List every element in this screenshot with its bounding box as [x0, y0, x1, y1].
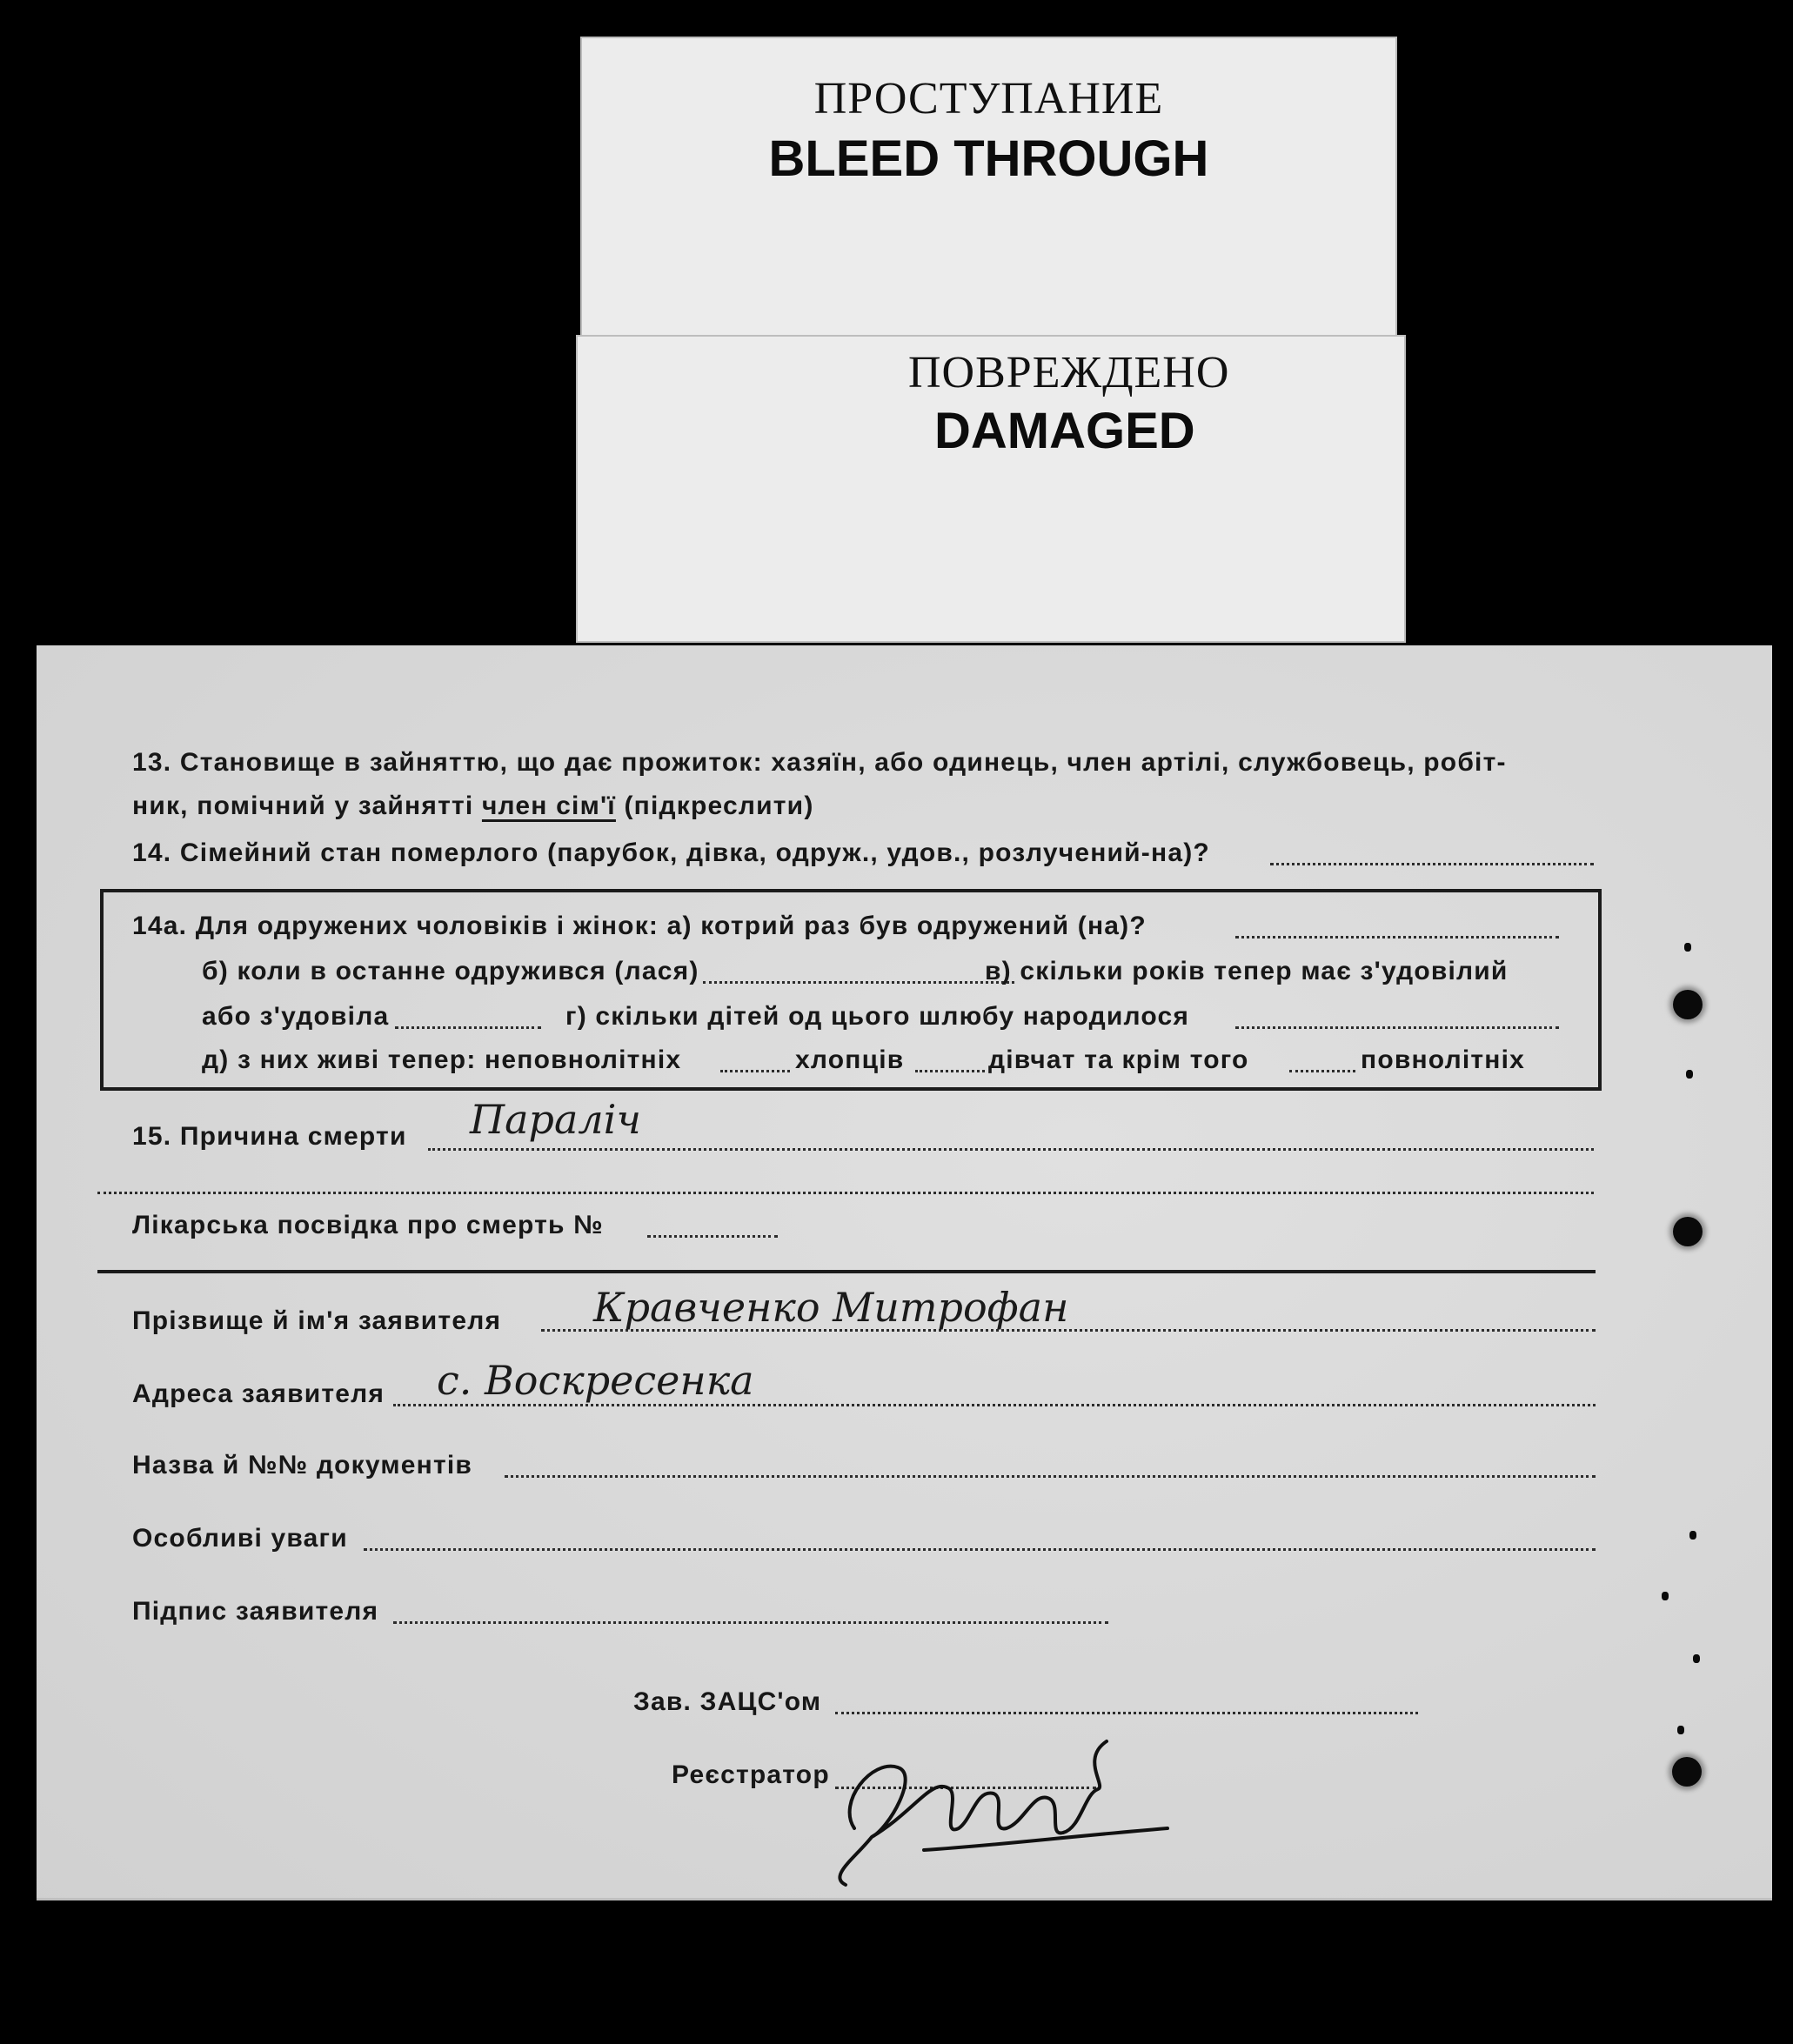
q14a-line2-b: в) скільки років тепер має з'удовілий	[985, 957, 1509, 985]
medical-certificate-blank	[647, 1235, 778, 1238]
documents-blank	[505, 1475, 1596, 1478]
q14a-blank-minors	[720, 1070, 790, 1072]
registrar-label: Реєстратор	[672, 1760, 830, 1789]
q14a-blank-a	[1235, 936, 1559, 939]
q14a-line4-b: хлопців	[795, 1045, 905, 1074]
q14-marital-status: 14. Сімейний стан померлого (парубок, дівка, одруж., удов., розлучений-на)?	[132, 838, 1210, 867]
special-notes-blank	[364, 1548, 1596, 1551]
special-notes-label: Особливі уваги	[132, 1524, 348, 1553]
speck	[1689, 1531, 1696, 1540]
death-record-form	[37, 645, 1772, 1900]
q14a-line3-b: г) скільки дітей од цього шлюбу народилося	[565, 1002, 1190, 1031]
punch-hole	[1673, 990, 1703, 1019]
applicant-signature-blank	[393, 1621, 1108, 1624]
applicant-name-label: Прізвище й ім'я заявителя	[132, 1306, 502, 1335]
bleed-through-ru: ПРОСТУПАНИЕ	[813, 74, 1164, 124]
documents-label: Назва й №№ документів	[132, 1451, 473, 1480]
bleed-through-card	[580, 37, 1397, 340]
q13-line1: 13. Становище в зайняттю, що дає прожиток: хазяїн, або одинець, член артілі, службовець, робіт-	[132, 748, 1507, 777]
speck	[1684, 943, 1691, 952]
q13-underlined-choice: член сім'ї	[481, 792, 616, 820]
damaged-card	[576, 335, 1406, 643]
q14a-line2-a: б) коли в останне одружився (лася)	[202, 957, 699, 985]
q13-line2: ник, помічний у зайнятті член сім'ї (підкреслити)	[132, 792, 814, 820]
speck	[1662, 1592, 1669, 1600]
section-divider	[97, 1270, 1596, 1273]
punch-hole	[1673, 1217, 1703, 1246]
speck	[1693, 1654, 1700, 1663]
applicant-name-handwritten: Кравченко Митрофан	[593, 1284, 1069, 1331]
q14a-line3-a: або з'удовіла	[202, 1002, 390, 1031]
q15-cause-of-death: 15. Причина смерти	[132, 1122, 407, 1151]
q14a-blank-children	[1235, 1026, 1559, 1029]
q14a-line4-d: повнолітніх	[1361, 1045, 1526, 1074]
q14a-line1: 14а. Для одружених чоловіків і жінок: а) котрий раз був одружений (на)?	[132, 912, 1147, 940]
q14a-blank-girls	[1289, 1070, 1355, 1072]
medical-certificate-label: Лікарська посвідка про смерть №	[132, 1211, 604, 1239]
applicant-address-blank	[393, 1404, 1596, 1406]
applicant-address-label: Адреса заявителя	[132, 1379, 385, 1408]
q15-blank-2	[97, 1192, 1594, 1194]
q14a-blank-b	[703, 981, 1014, 984]
registry-head-label: Зав. ЗАЦС'ом	[633, 1687, 822, 1716]
damaged-ru: ПОВРЕЖДЕНО	[908, 348, 1230, 397]
applicant-signature-label: Підпис заявителя	[132, 1597, 379, 1626]
speck	[1677, 1726, 1684, 1734]
q14a-blank-widow	[395, 1026, 541, 1029]
damaged-en: DAMAGED	[934, 403, 1195, 459]
applicant-address-handwritten: с. Воскресенка	[437, 1357, 754, 1404]
speck	[1686, 1070, 1693, 1079]
q15-handwritten-answer: Параліч	[470, 1096, 642, 1143]
q14a-blank-boys	[915, 1070, 985, 1072]
q14a-line4-c: дівчат та крім того	[988, 1045, 1249, 1074]
q15-blank	[428, 1148, 1594, 1151]
q14a-line4-a: д) з них живі тепер: неповнолітніх	[202, 1045, 682, 1074]
bleed-through-en: BLEED THROUGH	[768, 130, 1209, 187]
q14-blank	[1270, 863, 1594, 865]
punch-hole	[1672, 1757, 1702, 1787]
registrar-signature	[820, 1707, 1185, 1889]
